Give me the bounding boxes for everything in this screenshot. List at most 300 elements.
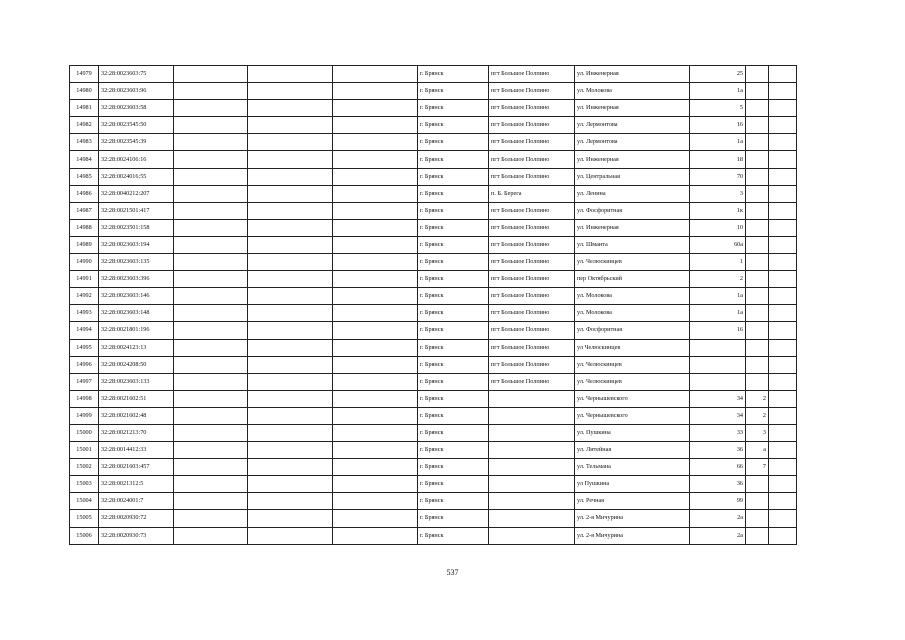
- cadastral-number: 32:28:0021603:457: [99, 459, 174, 476]
- street-cell: ул. Пушкина: [575, 424, 690, 441]
- table-row: [70, 305, 797, 322]
- blank-cell: [248, 271, 333, 288]
- blank-cell: [174, 236, 248, 253]
- row-number: 14986: [70, 185, 99, 202]
- blank-cell: [174, 288, 248, 305]
- settlement-cell: [489, 476, 575, 493]
- table-row: [70, 424, 797, 441]
- blank-cell: [769, 527, 797, 544]
- settlement-cell: пгт Большое Полпино: [489, 254, 575, 271]
- cadastral-number: 32:28:0024208:50: [99, 356, 174, 373]
- blank-cell: [248, 305, 333, 322]
- row-number: 15003: [70, 476, 99, 493]
- blank-cell: [248, 66, 333, 83]
- blank-cell: [174, 83, 248, 100]
- page-number: 537: [446, 568, 459, 577]
- cadastral-number: 32:28:0021801:196: [99, 322, 174, 339]
- house-number-cell: 1к: [690, 202, 746, 219]
- table-row: [70, 151, 797, 168]
- blank-cell: [174, 339, 248, 356]
- table-row: [70, 493, 797, 510]
- settlement-cell: пгт Большое Полпино: [489, 100, 575, 117]
- blank-cell: [333, 339, 418, 356]
- blank-cell: [248, 117, 333, 134]
- table-row: [70, 219, 797, 236]
- city-cell: г. Брянск: [418, 271, 489, 288]
- settlement-cell: [489, 390, 575, 407]
- blank-cell: [333, 100, 418, 117]
- city-cell: г. Брянск: [418, 510, 489, 527]
- blank-cell: [333, 527, 418, 544]
- row-number: 15004: [70, 493, 99, 510]
- table-row: [70, 356, 797, 373]
- cadastral-number: 32:28:0024123:13: [99, 339, 174, 356]
- city-cell: г. Брянск: [418, 185, 489, 202]
- blank-cell: [769, 100, 797, 117]
- house-number-cell: 34: [690, 390, 746, 407]
- building-cell: [746, 117, 769, 134]
- row-number: 14983: [70, 134, 99, 151]
- blank-cell: [248, 527, 333, 544]
- house-number-cell: 3: [690, 185, 746, 202]
- blank-cell: [174, 390, 248, 407]
- city-cell: г. Брянск: [418, 527, 489, 544]
- row-number: 14998: [70, 390, 99, 407]
- house-number-cell: 2: [690, 271, 746, 288]
- settlement-cell: пгт Большое Полпино: [489, 83, 575, 100]
- building-cell: 2: [746, 407, 769, 424]
- settlement-cell: пгт Большое Полпино: [489, 202, 575, 219]
- row-number: 14996: [70, 356, 99, 373]
- city-cell: г. Брянск: [418, 83, 489, 100]
- blank-cell: [174, 219, 248, 236]
- house-number-cell: 36: [690, 476, 746, 493]
- blank-cell: [248, 339, 333, 356]
- cadastral-number: 32:28:0014412:33: [99, 442, 174, 459]
- house-number-cell: 1: [690, 254, 746, 271]
- house-number-cell: [690, 356, 746, 373]
- blank-cell: [333, 202, 418, 219]
- house-number-cell: 1а: [690, 83, 746, 100]
- blank-cell: [333, 510, 418, 527]
- table-row: [70, 168, 797, 185]
- blank-cell: [248, 424, 333, 441]
- building-cell: [746, 202, 769, 219]
- row-number: 14995: [70, 339, 99, 356]
- blank-cell: [174, 424, 248, 441]
- table-row: [70, 442, 797, 459]
- blank-cell: [248, 459, 333, 476]
- blank-cell: [769, 510, 797, 527]
- street-cell: ул. Инженерная: [575, 100, 690, 117]
- house-number-cell: 16: [690, 322, 746, 339]
- blank-cell: [333, 83, 418, 100]
- settlement-cell: [489, 424, 575, 441]
- blank-cell: [769, 151, 797, 168]
- city-cell: г. Брянск: [418, 459, 489, 476]
- blank-cell: [248, 390, 333, 407]
- city-cell: г. Брянск: [418, 117, 489, 134]
- settlement-cell: [489, 510, 575, 527]
- house-number-cell: 99: [690, 493, 746, 510]
- blank-cell: [248, 356, 333, 373]
- cadastral-number: 32:28:0024106:16: [99, 151, 174, 168]
- cadastral-number: 32:28:0020930:72: [99, 510, 174, 527]
- street-cell: ул. Молокова: [575, 83, 690, 100]
- blank-cell: [333, 134, 418, 151]
- blank-cell: [248, 407, 333, 424]
- street-cell: ул. Инженерная: [575, 219, 690, 236]
- city-cell: г. Брянск: [418, 168, 489, 185]
- building-cell: [746, 151, 769, 168]
- building-cell: [746, 305, 769, 322]
- settlement-cell: пгт Большое Полпино: [489, 168, 575, 185]
- cadastral-number: 32:28:0021213:70: [99, 424, 174, 441]
- cadastral-number: 32:28:0023545:50: [99, 117, 174, 134]
- street-cell: ул. Челюскинцев: [575, 356, 690, 373]
- blank-cell: [248, 83, 333, 100]
- city-cell: г. Брянск: [418, 288, 489, 305]
- street-cell: ул. Тельмана: [575, 459, 690, 476]
- row-number: 14981: [70, 100, 99, 117]
- city-cell: г. Брянск: [418, 476, 489, 493]
- blank-cell: [174, 510, 248, 527]
- registry-table: [69, 65, 797, 545]
- blank-cell: [174, 407, 248, 424]
- cadastral-number: 32:28:0024001:7: [99, 493, 174, 510]
- settlement-cell: пгт Большое Полпино: [489, 288, 575, 305]
- table-row: [70, 288, 797, 305]
- house-number-cell: 18: [690, 151, 746, 168]
- building-cell: [746, 100, 769, 117]
- row-number: 14989: [70, 236, 99, 253]
- blank-cell: [333, 271, 418, 288]
- blank-cell: [769, 219, 797, 236]
- settlement-cell: пгт Большое Полпино: [489, 373, 575, 390]
- blank-cell: [333, 356, 418, 373]
- blank-cell: [769, 339, 797, 356]
- blank-cell: [248, 288, 333, 305]
- settlement-cell: пгт Большое Полпино: [489, 271, 575, 288]
- blank-cell: [333, 493, 418, 510]
- settlement-cell: пгт Большое Полпино: [489, 66, 575, 83]
- blank-cell: [248, 219, 333, 236]
- cadastral-number: 32:28:0023501:158: [99, 219, 174, 236]
- settlement-cell: [489, 527, 575, 544]
- building-cell: [746, 510, 769, 527]
- row-number: 14990: [70, 254, 99, 271]
- city-cell: г. Брянск: [418, 151, 489, 168]
- settlement-cell: [489, 407, 575, 424]
- blank-cell: [769, 185, 797, 202]
- building-cell: [746, 527, 769, 544]
- building-cell: [746, 66, 769, 83]
- blank-cell: [248, 168, 333, 185]
- blank-cell: [333, 219, 418, 236]
- street-cell: ул. Инженерная: [575, 66, 690, 83]
- settlement-cell: пгт Большое Полпино: [489, 151, 575, 168]
- blank-cell: [174, 151, 248, 168]
- table-row: [70, 527, 797, 544]
- blank-cell: [769, 322, 797, 339]
- building-cell: [746, 134, 769, 151]
- blank-cell: [248, 100, 333, 117]
- blank-cell: [333, 459, 418, 476]
- blank-cell: [248, 202, 333, 219]
- table-row: [70, 390, 797, 407]
- table-row: [70, 254, 797, 271]
- blank-cell: [248, 185, 333, 202]
- settlement-cell: пгт Большое Полпино: [489, 356, 575, 373]
- city-cell: г. Брянск: [418, 236, 489, 253]
- building-cell: [746, 322, 769, 339]
- blank-cell: [333, 390, 418, 407]
- blank-cell: [769, 442, 797, 459]
- row-number: 14991: [70, 271, 99, 288]
- street-cell: ул. Литейная: [575, 442, 690, 459]
- row-number: 14982: [70, 117, 99, 134]
- row-number: 15005: [70, 510, 99, 527]
- blank-cell: [174, 202, 248, 219]
- row-number: 14993: [70, 305, 99, 322]
- blank-cell: [174, 271, 248, 288]
- blank-cell: [769, 459, 797, 476]
- street-cell: ул. Чернышевского: [575, 390, 690, 407]
- table-row: [70, 322, 797, 339]
- house-number-cell: 5: [690, 100, 746, 117]
- building-cell: [746, 168, 769, 185]
- blank-cell: [769, 83, 797, 100]
- table-row: [70, 66, 797, 83]
- cadastral-number: 32:28:0023603:146: [99, 288, 174, 305]
- row-number: 15006: [70, 527, 99, 544]
- blank-cell: [248, 322, 333, 339]
- blank-cell: [333, 442, 418, 459]
- blank-cell: [174, 117, 248, 134]
- blank-cell: [333, 407, 418, 424]
- house-number-cell: 36: [690, 442, 746, 459]
- row-number: 14994: [70, 322, 99, 339]
- city-cell: г. Брянск: [418, 219, 489, 236]
- cadastral-number: 32:28:0021602:51: [99, 390, 174, 407]
- street-cell: ул. Чернышевского: [575, 407, 690, 424]
- house-number-cell: 60а: [690, 236, 746, 253]
- building-cell: 3: [746, 424, 769, 441]
- street-cell: ул. Молокова: [575, 288, 690, 305]
- row-number: 14988: [70, 219, 99, 236]
- blank-cell: [248, 151, 333, 168]
- settlement-cell: пгт Большое Полпино: [489, 322, 575, 339]
- blank-cell: [769, 168, 797, 185]
- building-cell: 7: [746, 459, 769, 476]
- row-number: 14984: [70, 151, 99, 168]
- blank-cell: [174, 66, 248, 83]
- blank-cell: [174, 185, 248, 202]
- blank-cell: [333, 117, 418, 134]
- table-row: [70, 185, 797, 202]
- blank-cell: [174, 459, 248, 476]
- blank-cell: [769, 476, 797, 493]
- building-cell: [746, 83, 769, 100]
- cadastral-number: 32:28:0023603:194: [99, 236, 174, 253]
- blank-cell: [769, 236, 797, 253]
- city-cell: г. Брянск: [418, 305, 489, 322]
- settlement-cell: пгт Большое Полпино: [489, 339, 575, 356]
- city-cell: г. Брянск: [418, 254, 489, 271]
- blank-cell: [174, 527, 248, 544]
- street-cell: ул. 2-я Мичурина: [575, 527, 690, 544]
- house-number-cell: 34: [690, 407, 746, 424]
- table-row: [70, 100, 797, 117]
- building-cell: 2: [746, 390, 769, 407]
- street-cell: ул Челюскинцев: [575, 339, 690, 356]
- building-cell: [746, 493, 769, 510]
- house-number-cell: 10: [690, 219, 746, 236]
- table-row: [70, 271, 797, 288]
- blank-cell: [248, 493, 333, 510]
- blank-cell: [769, 305, 797, 322]
- street-cell: ул. Лермонтова: [575, 117, 690, 134]
- building-cell: [746, 476, 769, 493]
- street-cell: ул. Молокова: [575, 305, 690, 322]
- city-cell: г. Брянск: [418, 442, 489, 459]
- building-cell: а: [746, 442, 769, 459]
- street-cell: ул. Фосфоритная: [575, 202, 690, 219]
- street-cell: ул. Челюскинцев: [575, 373, 690, 390]
- blank-cell: [769, 493, 797, 510]
- house-number-cell: 1а: [690, 305, 746, 322]
- building-cell: [746, 271, 769, 288]
- blank-cell: [248, 476, 333, 493]
- settlement-cell: [489, 493, 575, 510]
- street-cell: ул. Шмаита: [575, 236, 690, 253]
- settlement-cell: п. Б. Берега: [489, 185, 575, 202]
- street-cell: ул. Инженерная: [575, 151, 690, 168]
- house-number-cell: 2а: [690, 527, 746, 544]
- cadastral-number: 32:28:0021312:5: [99, 476, 174, 493]
- table-row: [70, 83, 797, 100]
- blank-cell: [174, 134, 248, 151]
- blank-cell: [248, 442, 333, 459]
- row-number: 15000: [70, 424, 99, 441]
- row-number: 14999: [70, 407, 99, 424]
- blank-cell: [174, 322, 248, 339]
- building-cell: [746, 185, 769, 202]
- house-number-cell: [690, 373, 746, 390]
- cadastral-number: 32:28:0040212:207: [99, 185, 174, 202]
- city-cell: г. Брянск: [418, 66, 489, 83]
- blank-cell: [769, 373, 797, 390]
- row-number: 14987: [70, 202, 99, 219]
- blank-cell: [333, 373, 418, 390]
- house-number-cell: 16: [690, 117, 746, 134]
- blank-cell: [174, 168, 248, 185]
- blank-cell: [333, 151, 418, 168]
- city-cell: г. Брянск: [418, 134, 489, 151]
- blank-cell: [174, 356, 248, 373]
- blank-cell: [174, 254, 248, 271]
- cadastral-number: 32:28:0020930:73: [99, 527, 174, 544]
- blank-cell: [333, 168, 418, 185]
- row-number: 14997: [70, 373, 99, 390]
- blank-cell: [248, 373, 333, 390]
- blank-cell: [769, 202, 797, 219]
- house-number-cell: 66: [690, 459, 746, 476]
- blank-cell: [769, 271, 797, 288]
- table-row: [70, 510, 797, 527]
- blank-cell: [769, 134, 797, 151]
- cadastral-number: 32:28:0023603:133: [99, 373, 174, 390]
- blank-cell: [174, 476, 248, 493]
- blank-cell: [333, 424, 418, 441]
- blank-cell: [769, 390, 797, 407]
- house-number-cell: 33: [690, 424, 746, 441]
- blank-cell: [174, 373, 248, 390]
- street-cell: ул. Фосфоритная: [575, 322, 690, 339]
- blank-cell: [769, 407, 797, 424]
- house-number-cell: 1а: [690, 134, 746, 151]
- blank-cell: [333, 305, 418, 322]
- settlement-cell: пгт Большое Полпино: [489, 134, 575, 151]
- blank-cell: [333, 236, 418, 253]
- table-row: [70, 202, 797, 219]
- settlement-cell: пгт Большое Полпино: [489, 219, 575, 236]
- street-cell: ул. Лермонтова: [575, 134, 690, 151]
- city-cell: г. Брянск: [418, 100, 489, 117]
- blank-cell: [248, 254, 333, 271]
- settlement-cell: пгт Большое Полпино: [489, 117, 575, 134]
- registry-rows: [70, 66, 797, 545]
- table-row: [70, 339, 797, 356]
- blank-cell: [333, 254, 418, 271]
- blank-cell: [769, 356, 797, 373]
- blank-cell: [769, 117, 797, 134]
- building-cell: [746, 288, 769, 305]
- row-number: 15001: [70, 442, 99, 459]
- house-number-cell: 1а: [690, 288, 746, 305]
- street-cell: ул. Речная: [575, 493, 690, 510]
- blank-cell: [769, 254, 797, 271]
- house-number-cell: 70: [690, 168, 746, 185]
- cadastral-number: 32:28:0023603:148: [99, 305, 174, 322]
- blank-cell: [248, 510, 333, 527]
- cadastral-number: 32:28:0023603:135: [99, 254, 174, 271]
- row-number: 14992: [70, 288, 99, 305]
- building-cell: [746, 373, 769, 390]
- street-cell: ул. 2-я Мичурина: [575, 510, 690, 527]
- blank-cell: [333, 476, 418, 493]
- table-row: [70, 476, 797, 493]
- street-cell: ул. Челюскинцев: [575, 254, 690, 271]
- cadastral-number: 32:28:0024016:55: [99, 168, 174, 185]
- cadastral-number: 32:28:0023603:75: [99, 66, 174, 83]
- table-row: [70, 373, 797, 390]
- cadastral-number: 32:28:0023545:39: [99, 134, 174, 151]
- table-row: [70, 407, 797, 424]
- blank-cell: [248, 236, 333, 253]
- building-cell: [746, 254, 769, 271]
- blank-cell: [333, 288, 418, 305]
- table-row: [70, 459, 797, 476]
- city-cell: г. Брянск: [418, 202, 489, 219]
- city-cell: г. Брянск: [418, 322, 489, 339]
- settlement-cell: пгт Большое Полпино: [489, 305, 575, 322]
- city-cell: г. Брянск: [418, 493, 489, 510]
- blank-cell: [769, 424, 797, 441]
- building-cell: [746, 339, 769, 356]
- building-cell: [746, 219, 769, 236]
- settlement-cell: [489, 459, 575, 476]
